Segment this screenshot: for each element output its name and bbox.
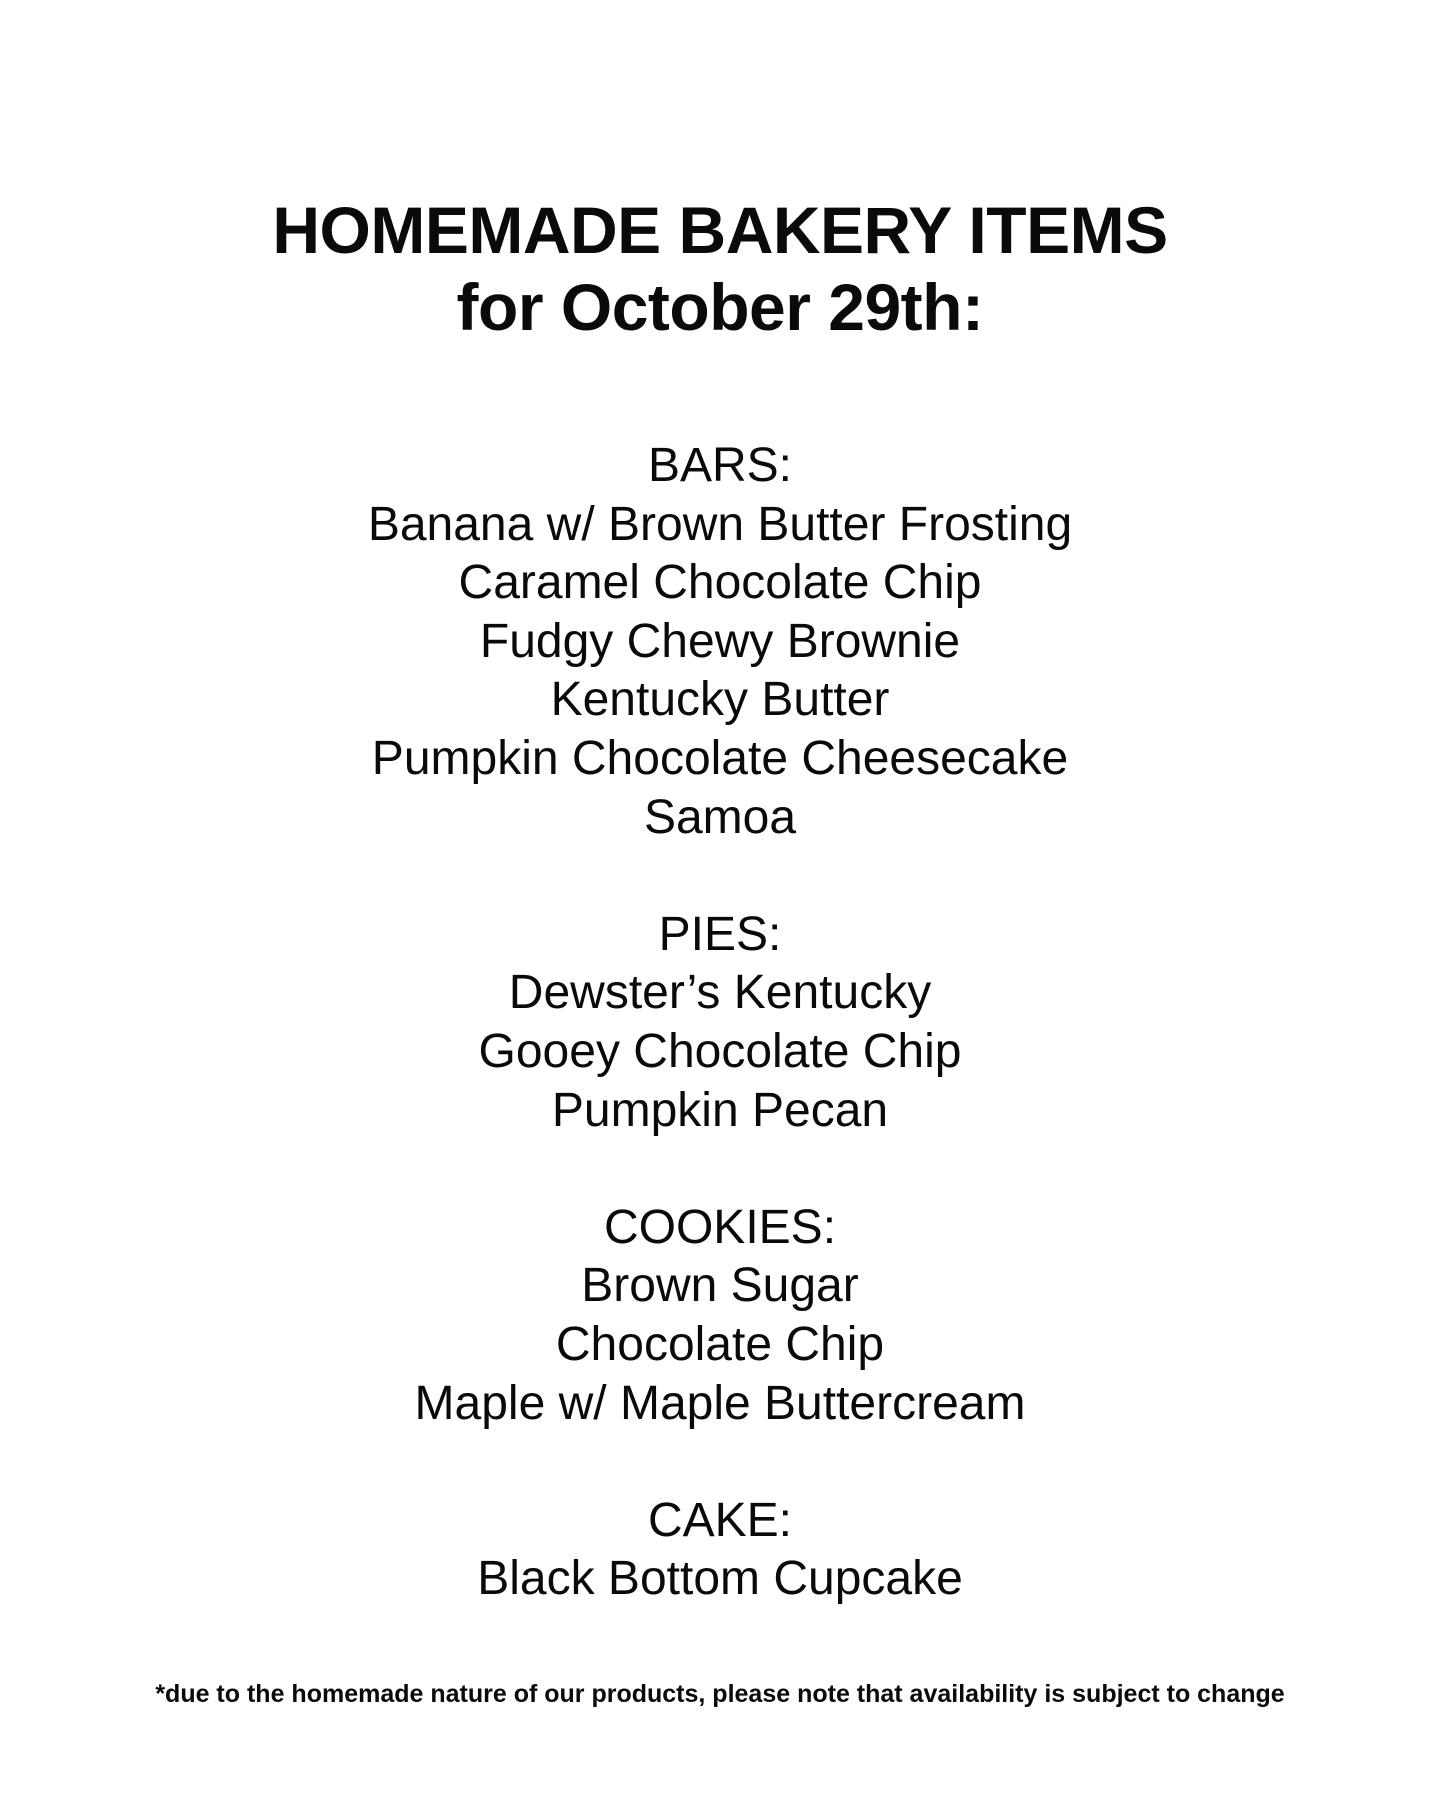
section-bars	[0, 437, 1440, 847]
menu-item: Samoa	[643, 790, 797, 844]
page-title	[0, 192, 1440, 346]
title-line-1: HOMEMADE BAKERY ITEMS	[272, 193, 1168, 267]
menu-item: Banana w/ Brown Butter Frosting	[367, 497, 1073, 551]
availability-footnote: *due to the homemade nature of our products, please note that availability is subject to change	[155, 1680, 1285, 1708]
section-cookies	[0, 1199, 1440, 1433]
menu-item: Black Bottom Cupcake	[477, 1552, 963, 1606]
menu-item: Maple w/ Maple Buttercream	[414, 1376, 1026, 1430]
section-heading: COOKIES:	[603, 1200, 837, 1254]
section-pies	[0, 906, 1440, 1140]
menu-list	[0, 437, 1440, 1609]
menu-item: Dewster’s Kentucky	[508, 966, 932, 1020]
section-heading: CAKE:	[647, 1493, 793, 1547]
menu-item: Caramel Chocolate Chip	[458, 556, 982, 610]
menu-item: Fudgy Chewy Brownie	[479, 614, 961, 668]
section-cake	[0, 1492, 1440, 1609]
title-line-2: for October 29th:	[456, 270, 984, 344]
section-heading: PIES:	[658, 907, 782, 961]
menu-item: Brown Sugar	[581, 1259, 859, 1313]
menu-item: Pumpkin Pecan	[551, 1083, 889, 1137]
menu-item: Gooey Chocolate Chip	[478, 1024, 962, 1078]
section-heading: BARS:	[647, 439, 793, 492]
menu-item: Chocolate Chip	[555, 1317, 885, 1371]
menu-item: Pumpkin Chocolate Cheesecake	[371, 731, 1069, 785]
menu-item: Kentucky Butter	[550, 673, 890, 727]
